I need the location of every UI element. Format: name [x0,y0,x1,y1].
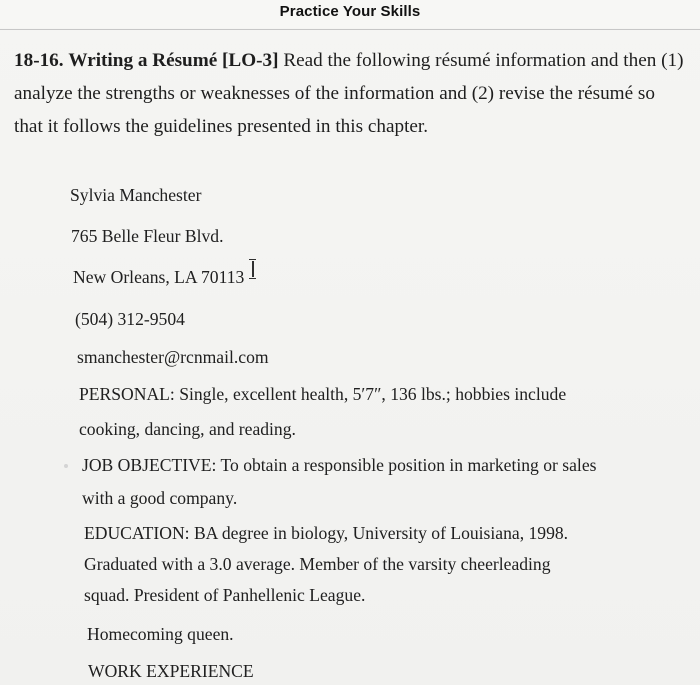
page-header [0,0,700,28]
text-cursor-icon [249,259,257,279]
section-heading: Practice Your Skills [279,3,421,20]
resume-email: smanchester@rcnmail.com [77,347,269,367]
resume-personal-line-2: cooking, dancing, and reading. [79,419,296,439]
exercise-number: 18-16. [14,50,64,71]
header-divider [0,29,700,30]
resume-work-experience-heading: WORK EXPERIENCE [88,661,254,681]
exercise-prompt [14,44,684,143]
resume-name: Sylvia Manchester [70,185,202,205]
resume-street: 765 Belle Fleur Blvd. [71,226,224,246]
resume-personal-line-1: PERSONAL: Single, excellent health, 5′7″, 136 lbs.; hobbies include [79,384,567,404]
resume-education-line-1: EDUCATION: BA degree in biology, University of Louisiana, 1998. [84,523,569,543]
resume-objective-line-2: with a good company. [82,488,238,508]
resume-phone: (504) 312-9504 [75,309,185,329]
exercise-title: Writing a Résumé [LO-3] [68,50,279,71]
exercise-instructions: Read the following résumé information and then (1) analyze the strengths or weaknesses of the information and (2) revise the résumé so that it follows the guidelines presented in this chapter. [14,50,684,137]
resume-education-line-2: Graduated with a 3.0 average. Member of the varsity cheerleading [84,554,551,574]
resume-objective-line-1: JOB OBJECTIVE: To obtain a responsible position in marketing or sales [82,455,597,475]
resume-city-state-zip: New Orleans, LA 70113 [73,267,245,287]
resume-homecoming: Homecoming queen. [87,624,234,644]
resume-education-line-3: squad. President of Panhellenic League. [84,585,366,605]
bullet-dot [64,464,68,468]
